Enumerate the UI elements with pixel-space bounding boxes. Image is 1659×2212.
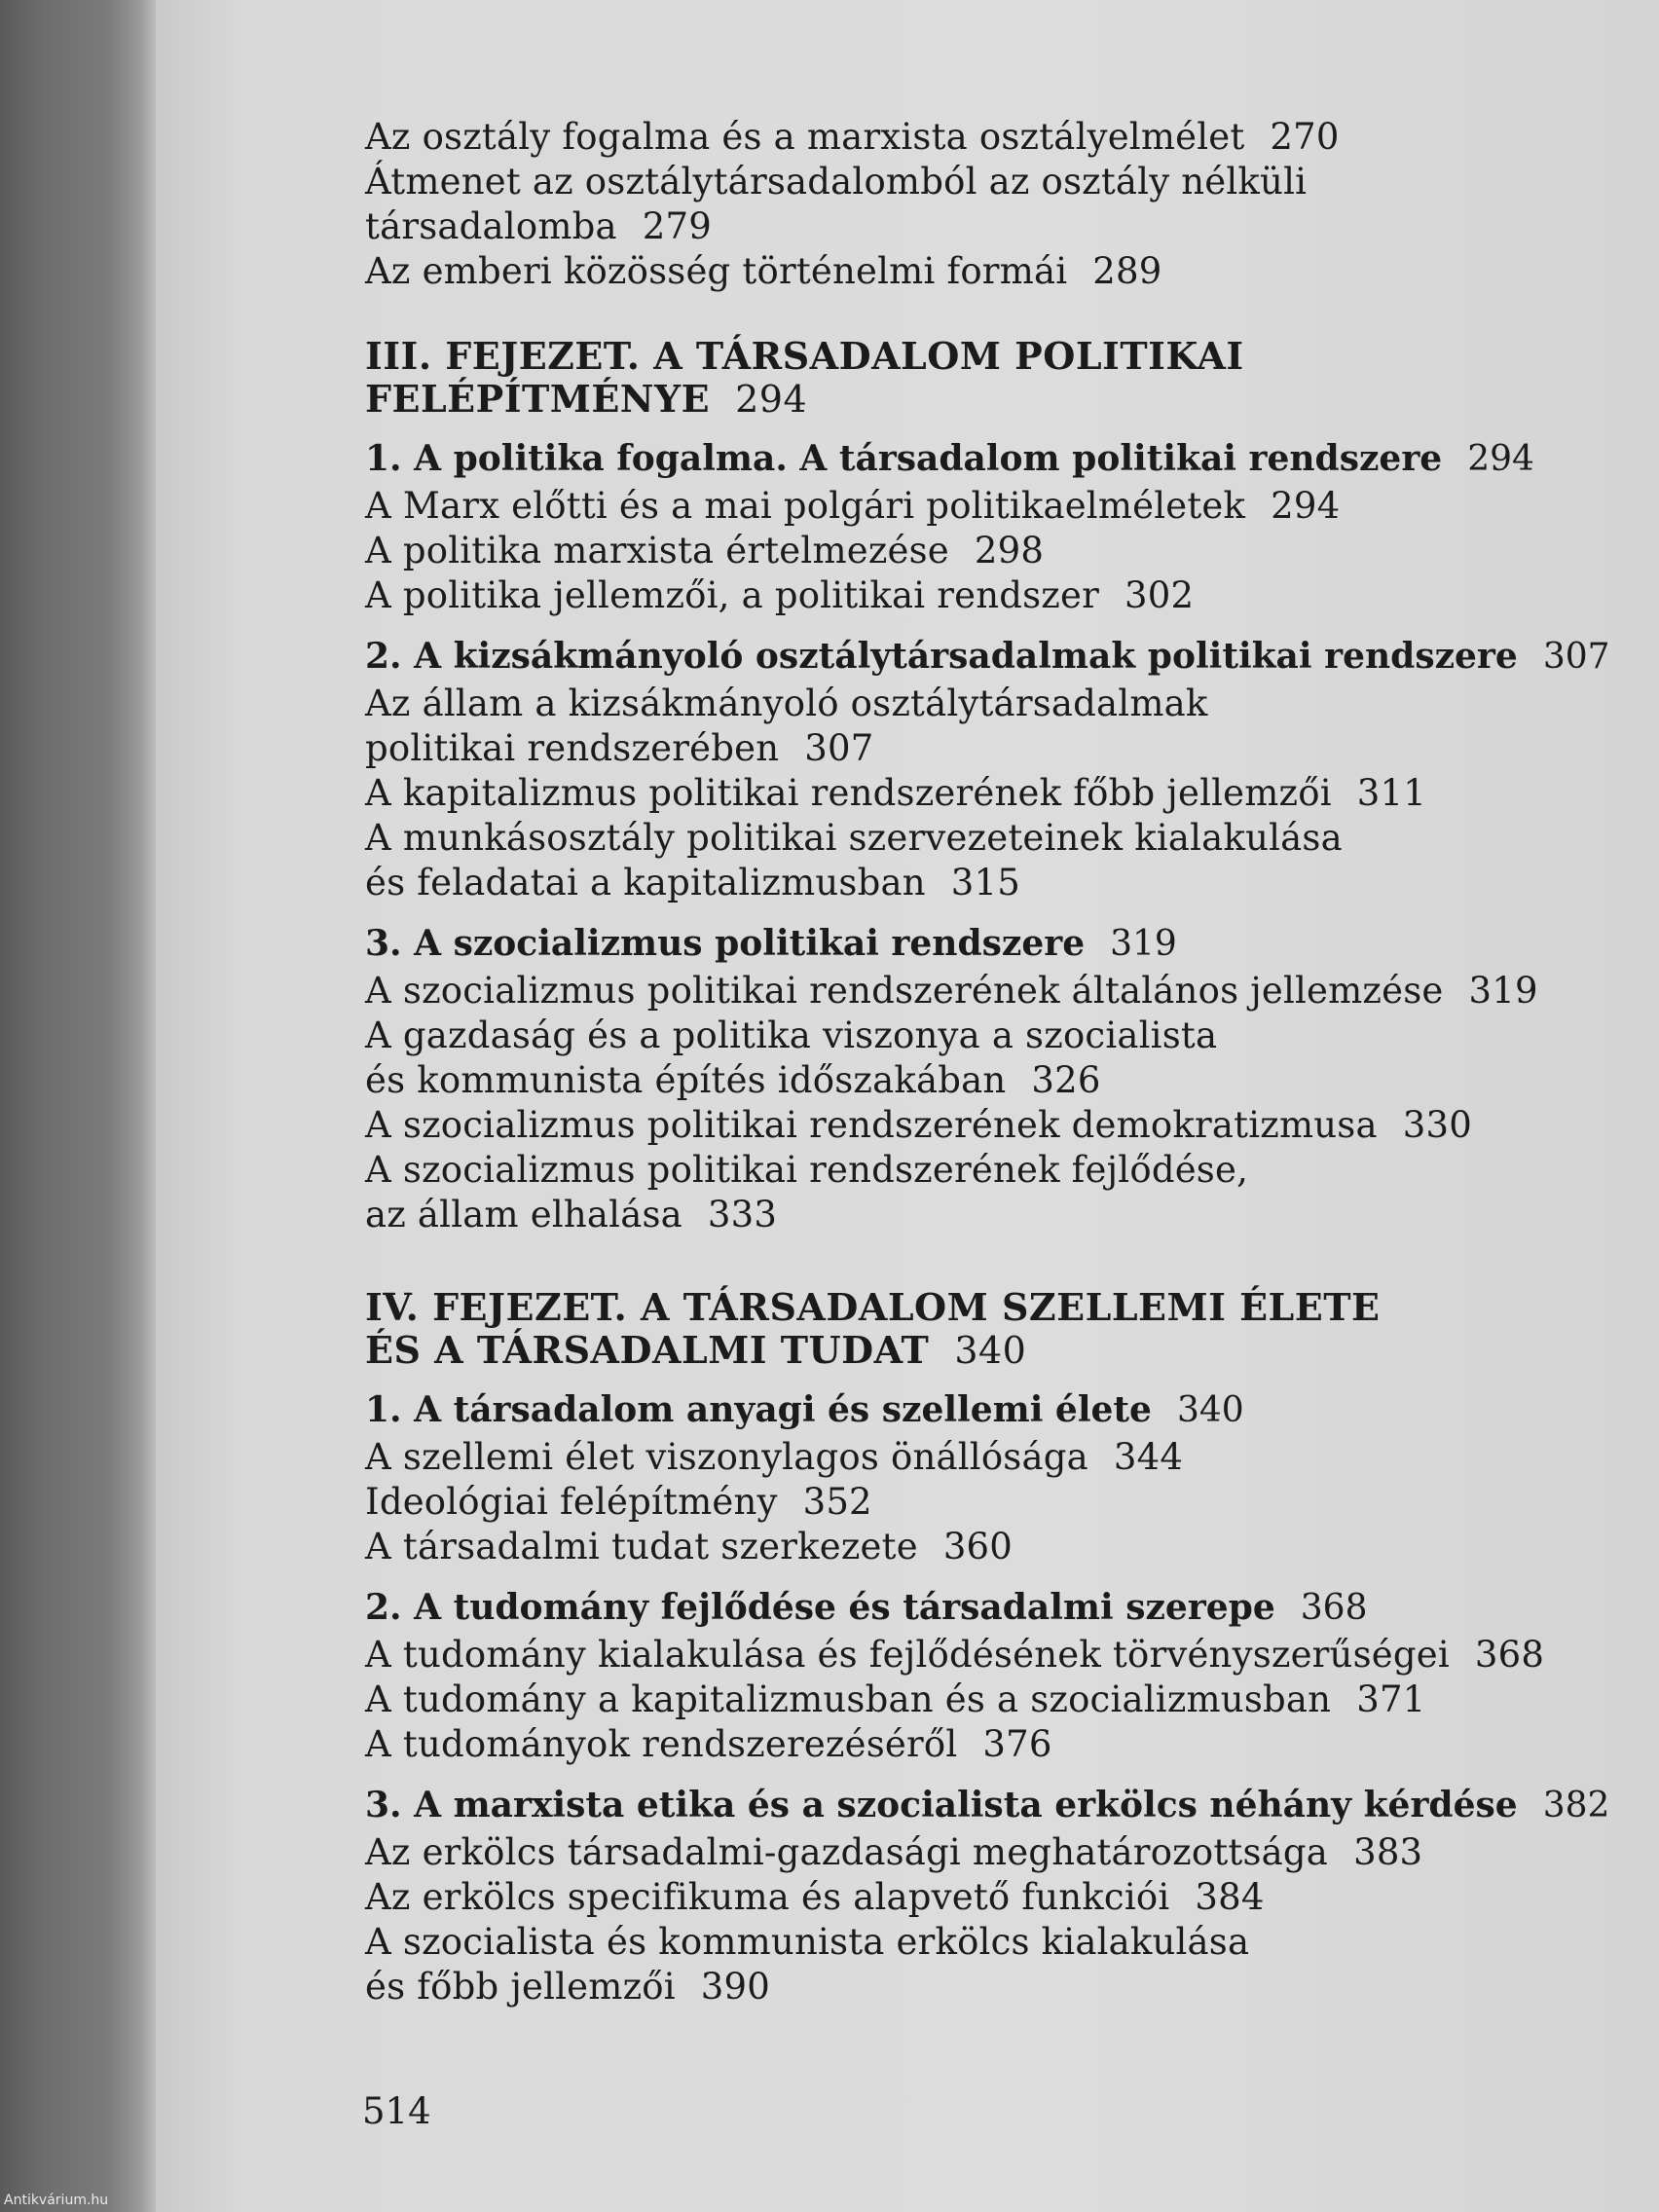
section-heading [365,1583,1621,1633]
toc-entry [365,115,1621,160]
toc-entry [365,160,1621,204]
toc-entry [365,573,1621,618]
section-heading [365,1385,1621,1435]
toc-entry-title: politikai rendszerében [365,727,780,769]
toc-entry [365,1633,1621,1677]
chapter-heading [365,1329,1621,1372]
toc-entry-title: FELÉPÍTMÉNYE [365,377,711,421]
book-binding-shadow [0,0,156,2212]
toc-entry-title: IV. FEJEZET. A TÁRSADALOM SZELLEMI ÉLETE [365,1285,1381,1329]
toc-entry-page: 307 [804,727,874,769]
toc-entry-page: 382 [1542,1786,1610,1825]
toc-entry-title: 2. A tudomány fejlődése és társadalmi szerepe [365,1587,1275,1628]
chapter-heading [365,1286,1621,1329]
toc-entry-page: 340 [1176,1390,1244,1430]
toc-entry-page: 352 [802,1481,872,1523]
chapter-heading [365,335,1621,378]
toc-entry [365,1480,1621,1525]
toc-entry-page: 368 [1300,1588,1368,1628]
toc-entry-title: Ideológiai felépítmény [365,1481,778,1523]
section-heading [365,632,1621,682]
toc-entry [365,726,1621,771]
toc-entry [365,1525,1621,1569]
toc-entry [365,1014,1621,1058]
toc-entry-title: A szocializmus politikai rendszerének általános jellemzése [365,970,1444,1012]
toc-entry-page: 315 [950,862,1021,903]
toc-entry-title: A tudomány a kapitalizmusban és a szocializmusban [365,1678,1332,1720]
toc-entry [365,1148,1621,1193]
toc-entry-title: 1. A politika fogalma. A társadalom politikai rendszere [365,438,1443,479]
toc-entry-title: A tudományok rendszerezéséről [365,1723,958,1765]
toc-entry-title: és feladatai a kapitalizmusban [365,862,926,903]
toc-entry-title: A kapitalizmus politikai rendszerének főbb jellemzői [365,772,1332,814]
toc-entry-page: 319 [1110,924,1177,964]
toc-entry-page: 344 [1113,1436,1184,1478]
toc-entry-page: 294 [735,378,808,421]
toc-entry-title: 3. A marxista etika és a szocialista erkölcs néhány kérdése [365,1785,1518,1825]
toc-entry-title: A politika jellemzői, a politikai rendszer [365,574,1099,616]
toc-entry-page: 360 [942,1526,1014,1567]
toc-entry-title: Az erkölcs specifikuma és alapvető funkciói [365,1876,1170,1918]
toc-entry-title: A szocializmus politikai rendszerének demokratizmusa [365,1104,1378,1146]
watermark: Antikvárium.hu [4,2193,109,2208]
toc-entry [365,1193,1621,1237]
toc-entry-title: Az emberi közösség történelmi formái [365,250,1068,292]
toc-entry [365,1965,1621,2009]
toc-entry-title: és kommunista építés időszakában [365,1059,1007,1101]
toc-entry-title: A szocialista és kommunista erkölcs kialakulása [365,1921,1250,1963]
toc-entry-title: Az erkölcs társadalmi-gazdasági meghatározottsága [365,1831,1329,1873]
toc-entry [365,529,1621,573]
toc-entry-title: Az osztály fogalma és a marxista osztályelmélet [365,116,1245,158]
toc-entry-title: A munkásosztály politikai szervezeteinek kialakulása [365,817,1343,859]
toc-entry-page: 294 [1271,485,1341,527]
toc-entry [365,1058,1621,1103]
toc-entry-page: 270 [1270,116,1340,158]
toc-entry-page: 371 [1356,1678,1426,1720]
toc-entry-page: 368 [1474,1634,1545,1676]
toc-entry-title: 2. A kizsákmányoló osztálytársadalmak politikai rendszere [365,636,1518,677]
toc-entry [365,1722,1621,1767]
table-of-contents [365,115,1621,2009]
toc-entry-page: 302 [1124,574,1195,616]
toc-entry-page: 383 [1353,1831,1423,1873]
toc-entry [365,1103,1621,1148]
toc-entry-page: 298 [974,530,1045,571]
toc-entry-page: 390 [700,1966,771,2008]
toc-entry-page: 307 [1542,637,1610,677]
toc-entry [365,771,1621,816]
toc-entry-title: III. FEJEZET. A TÁRSADALOM POLITIKAI [365,334,1244,378]
toc-entry-page: 376 [982,1723,1052,1765]
toc-entry [365,1677,1621,1722]
toc-entry [365,861,1621,905]
toc-entry [365,484,1621,529]
toc-entry-page: 333 [707,1194,778,1235]
toc-entry [365,249,1621,294]
toc-entry-page: 340 [954,1329,1027,1372]
toc-entry [365,204,1621,249]
toc-entry [365,1830,1621,1875]
toc-entry-title: 1. A társadalom anyagi és szellemi élete [365,1389,1152,1430]
toc-entry-title: A politika marxista értelmezése [365,530,949,571]
toc-entry-page: 384 [1195,1876,1265,1918]
toc-entry-page: 289 [1092,250,1162,292]
toc-entry-page: 326 [1031,1059,1101,1101]
toc-entry-page: 311 [1356,772,1426,814]
toc-entry-title: ÉS A TÁRSADALMI TUDAT [365,1328,930,1372]
toc-entry-page: 294 [1467,439,1534,479]
toc-entry-title: Átmenet az osztálytársadalomból az osztály nélküli [365,161,1308,203]
section-heading [365,919,1621,969]
toc-entry-title: A gazdaság és a politika viszonya a szocialista [365,1014,1218,1056]
toc-entry [365,682,1621,726]
section-heading [365,1781,1621,1830]
toc-entry-title: A Marx előtti és a mai polgári politikaelméletek [365,485,1246,527]
toc-entry-title: társadalomba [365,205,617,247]
toc-entry-title: A szellemi élet viszonylagos önállósága [365,1436,1088,1478]
toc-entry-title: Az állam a kizsákmányoló osztálytársadalmak [365,682,1208,724]
page-number: 514 [362,2090,431,2132]
toc-entry-page: 279 [642,205,712,247]
chapter-heading [365,378,1621,421]
toc-entry-title: A tudomány kialakulása és fejlődésének törvényszerűségei [365,1634,1450,1676]
toc-entry-title: 3. A szocializmus politikai rendszere [365,923,1086,964]
toc-entry [365,1435,1621,1480]
toc-entry [365,816,1621,861]
toc-entry-title: és főbb jellemzői [365,1966,676,2008]
toc-entry-page: 319 [1468,970,1538,1012]
toc-entry-page: 330 [1402,1104,1472,1146]
toc-entry [365,969,1621,1014]
toc-entry-title: az állam elhalása [365,1194,682,1235]
toc-entry-title: A társadalmi tudat szerkezete [365,1526,918,1567]
toc-entry [365,1875,1621,1920]
section-heading [365,434,1621,484]
toc-entry [365,1920,1621,1965]
toc-entry-title: A szocializmus politikai rendszerének fejlődése, [365,1149,1249,1191]
